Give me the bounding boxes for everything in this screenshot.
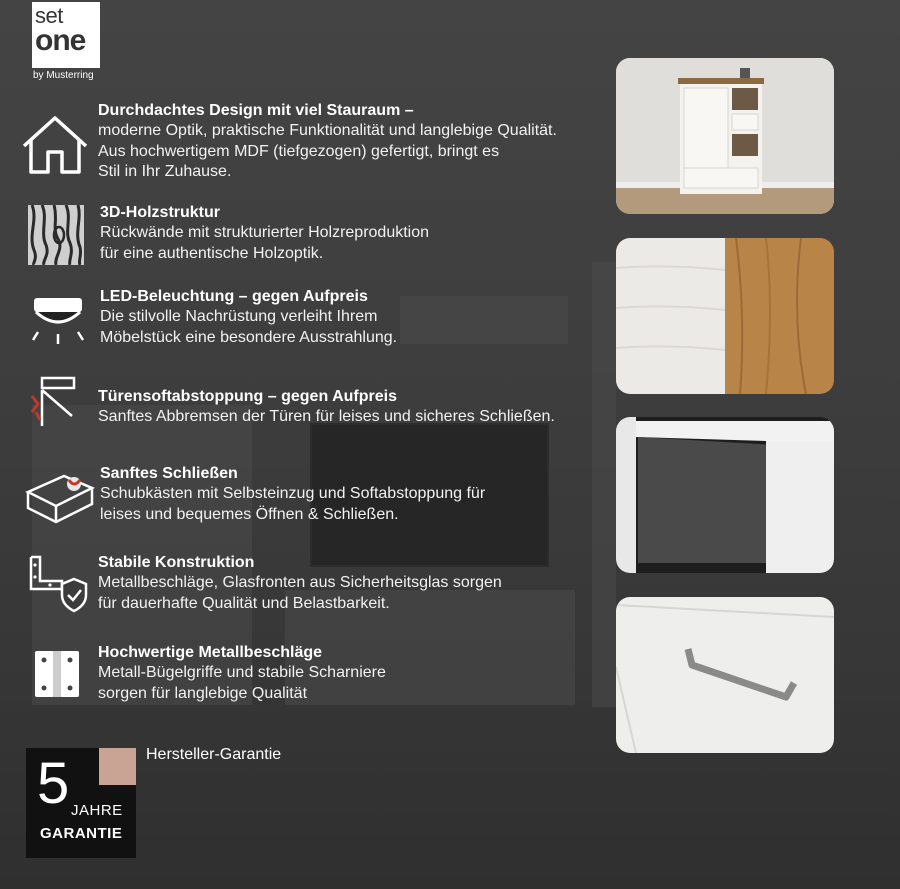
feature-line: für eine authentische Holzoptik. (100, 244, 324, 262)
feature-title: Durchdachtes Design mit viel Stauraum – (98, 102, 414, 119)
guarantee-label: GARANTIE (40, 825, 123, 842)
feature-design (98, 101, 557, 183)
handle-detail-photo (616, 597, 834, 753)
feature-line: sorgen für langlebige Qualität (98, 684, 308, 702)
cabinet-photo (616, 58, 834, 214)
feature-soft-close (100, 464, 485, 525)
feature-line: Rückwände mit strukturierter Holzreproduktion (100, 224, 430, 241)
feature-door-damper (98, 387, 555, 428)
feature-title: Türensoftabstoppung – gegen Aufpreis (98, 388, 397, 405)
feature-line: Möbelstück eine besondere Ausstrahlung. (100, 328, 398, 346)
guarantee-badge (26, 748, 136, 858)
feature-line: Metall-Bügelgriffe und stabile Scharniere (98, 664, 386, 681)
brand-logo (32, 2, 100, 68)
feature-metal-fittings (98, 643, 386, 704)
background-tall-cabinet (592, 262, 616, 707)
feature-line: Die stilvolle Nachrüstung verleiht Ihrem (100, 308, 378, 325)
feature-line: Aus hochwertigem MDF (tiefgezogen) gefertigt, bringt es (98, 142, 500, 160)
guarantee-unit: JAHRE (71, 802, 123, 819)
feature-line: für dauerhafte Qualität und Belastbarkeit. (98, 594, 390, 612)
feature-title: LED-Beleuchtung – gegen Aufpreis (100, 288, 368, 305)
feature-title: Sanftes Schließen (100, 465, 238, 482)
wood-texture-photo (616, 238, 834, 394)
feature-wood-structure (100, 203, 429, 264)
feature-title: Hochwertige Metallbeschläge (98, 644, 323, 661)
feature-line: moderne Optik, praktische Funktionalität und langlebige Qualität. (98, 122, 557, 139)
feature-line: Metallbeschläge, Glasfronten aus Sicherheitsglas sorgen (98, 574, 502, 591)
hinge-icon (34, 650, 80, 698)
shield-bracket-icon (28, 555, 88, 613)
feature-line: Sanftes Abbremsen der Türen für leises und sicheres Schließen. (98, 408, 555, 425)
led-light-icon (28, 288, 90, 350)
guarantee-caption: Hersteller-Garantie (146, 746, 282, 763)
drawer-detail-photo (616, 417, 834, 573)
soft-close-drawer-icon (24, 466, 96, 524)
feature-line: Schubkästen mit Selbsteinzug und Softabstoppung für (100, 485, 486, 502)
door-damper-icon (28, 376, 76, 428)
background-shelf (400, 296, 568, 344)
badge-swatch (99, 748, 136, 785)
feature-construction (98, 553, 502, 614)
feature-line: Stil in Ihr Zuhause. (98, 163, 232, 180)
logo-byline: by Musterring (33, 70, 94, 81)
feature-line: leises und bequemes Öffnen & Schließen. (100, 505, 399, 523)
feature-led (100, 287, 397, 348)
guarantee-years: 5 (37, 751, 70, 816)
feature-title: 3D-Holzstruktur (100, 204, 221, 221)
wood-grain-icon (28, 205, 84, 265)
feature-title: Stabile Konstruktion (98, 554, 255, 571)
logo-line-1: set (35, 3, 63, 28)
house-icon (22, 108, 92, 178)
logo-line-2: one (35, 24, 86, 57)
